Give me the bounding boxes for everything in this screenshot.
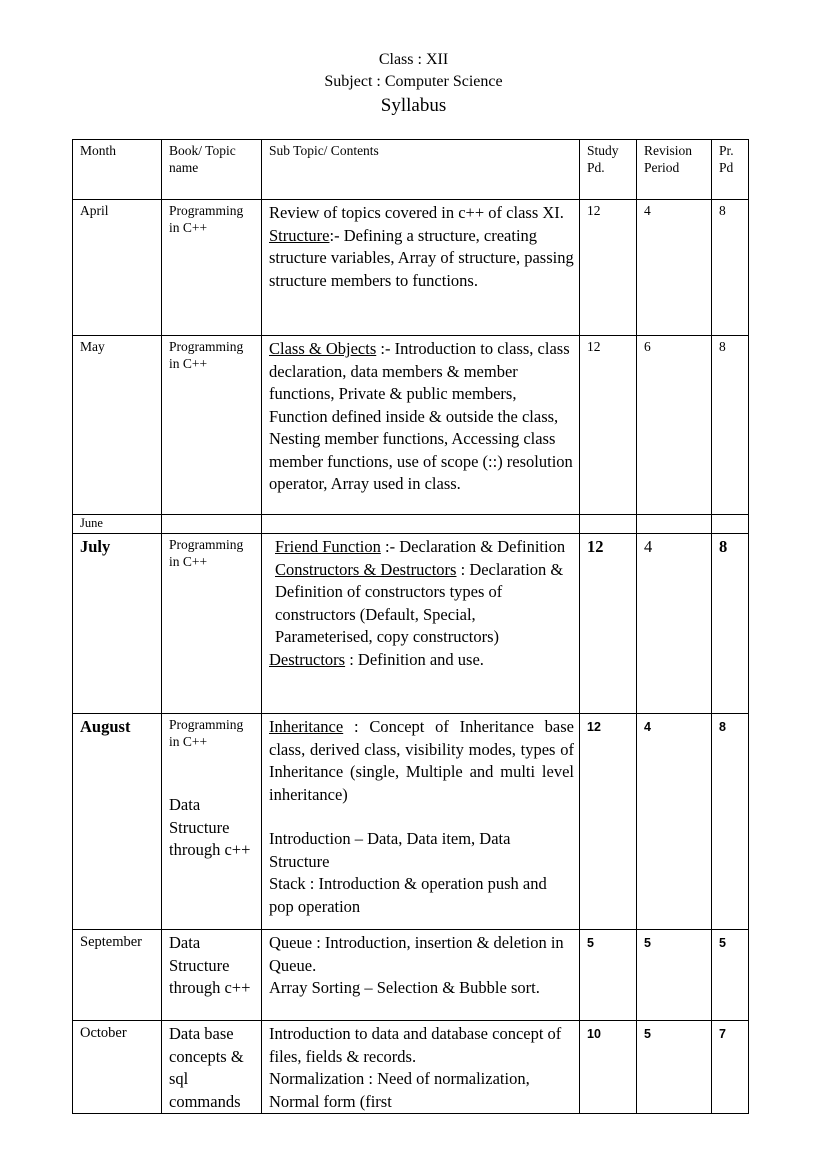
stack-text: Stack : Introduction & operation push and pop operation xyxy=(269,874,547,916)
revision-period-cell: 6 xyxy=(637,336,712,515)
study-period-cell: 12 xyxy=(580,200,637,336)
topic-label: Constructors & Destructors xyxy=(275,559,457,579)
subtopic-cell xyxy=(262,336,580,515)
topic-description: : Concept of Inheritance base class, derived class, visibility modes, types of Inheritance (single, Multiple and multi level inheritance) xyxy=(269,717,574,804)
syllabus-table xyxy=(72,139,749,1114)
book-cell: Data Structure through c++ xyxy=(162,930,262,1021)
review-text: Review of topics covered in c++ of class XI. xyxy=(269,203,564,222)
header-study-period: Study Pd. xyxy=(580,140,637,200)
study-period-cell: 12 xyxy=(580,534,637,714)
inheritance-text xyxy=(269,716,574,806)
month-cell: August xyxy=(73,714,162,930)
practical-period-cell: 5 xyxy=(712,930,749,1021)
class-heading: Class : XII xyxy=(378,51,449,68)
topic-label: Inheritance xyxy=(269,717,344,736)
revision-period-cell xyxy=(637,515,712,534)
topic-description: :- Declaration & Definition xyxy=(385,537,566,556)
table-row xyxy=(73,1021,749,1114)
subject-heading: Subject : Computer Science xyxy=(324,73,503,90)
spacer xyxy=(269,806,574,828)
practical-period-cell: 8 xyxy=(712,534,749,714)
study-period-cell: 12 xyxy=(580,336,637,515)
month-cell: October xyxy=(73,1021,162,1114)
header-subtopic: Sub Topic/ Contents xyxy=(262,140,580,200)
month-cell: April xyxy=(73,200,162,336)
practical-period-cell: 8 xyxy=(712,336,749,515)
month-cell: September xyxy=(73,930,162,1021)
month-cell: July xyxy=(73,534,162,714)
topic-description: : Definition and use. xyxy=(349,649,484,669)
table-row xyxy=(73,930,749,1021)
month-cell: June xyxy=(73,515,162,534)
constructors-text xyxy=(269,559,574,649)
book-name: Programming in C++ xyxy=(169,717,244,749)
practical-period-cell xyxy=(712,515,749,534)
topic-label: Friend Function xyxy=(275,537,381,556)
table-header-row xyxy=(73,140,749,200)
data-structure-text: Introduction – Data, Data item, Data Structure xyxy=(269,829,511,871)
spacer xyxy=(169,750,256,794)
table-row xyxy=(73,534,749,714)
book-cell xyxy=(162,515,262,534)
database-intro-text: Introduction to data and database concept of files, fields & records. xyxy=(269,1024,562,1066)
table-row xyxy=(73,336,749,515)
study-period-cell: 5 xyxy=(580,930,637,1021)
study-period-cell xyxy=(580,515,637,534)
subtopic-cell xyxy=(262,200,580,336)
topic-description: : Declaration & Definition of constructors types of constructors (Default, Special, Parameterised, copy constructors) xyxy=(275,559,564,646)
revision-period-cell: 5 xyxy=(637,930,712,1021)
queue-text: Queue : Introduction, insertion & deletion in Queue. xyxy=(269,933,564,975)
study-period-cell: 10 xyxy=(580,1021,637,1114)
destructors-text xyxy=(269,649,574,672)
header-book: Book/ Topic name xyxy=(162,140,262,200)
subtopic-cell xyxy=(262,930,580,1021)
subtopic-cell xyxy=(262,515,580,534)
structure-text xyxy=(269,225,574,293)
revision-period-cell: 5 xyxy=(637,1021,712,1114)
header-month: Month xyxy=(73,140,162,200)
table-row xyxy=(73,515,749,534)
practical-period-cell: 7 xyxy=(712,1021,749,1114)
sorting-text: Array Sorting – Selection & Bubble sort. xyxy=(269,978,540,997)
revision-period-cell: 4 xyxy=(637,534,712,714)
table-row xyxy=(73,714,749,930)
table-row xyxy=(73,200,749,336)
book-cell: Programming in C++ xyxy=(162,534,262,714)
topic-description: :- Introduction to class, class declaration, data members & member functions, Private & public members, Function defined inside & outside the class, Nesting member functions, Accessing class member functions, use of scope (::) resolution operator, Array used in class. xyxy=(269,339,573,493)
topic-label: Structure xyxy=(269,225,330,245)
header-practical-period: Pr. Pd xyxy=(712,140,749,200)
book-cell xyxy=(162,714,262,930)
subtopic-cell xyxy=(262,714,580,930)
practical-period-cell: 8 xyxy=(712,200,749,336)
subtopic-cell xyxy=(262,534,580,714)
revision-period-cell: 4 xyxy=(637,200,712,336)
book-cell: Programming in C++ xyxy=(162,200,262,336)
subtopic-cell xyxy=(262,1021,580,1114)
syllabus-heading: Syllabus xyxy=(380,95,447,116)
topic-description: :- Defining a structure, creating structure variables, Array of structure, passing structure members to functions. xyxy=(269,225,574,290)
book-cell: Data base concepts & sql commands xyxy=(162,1021,262,1114)
book-cell: Programming in C++ xyxy=(162,336,262,515)
normalization-text: Normalization : Need of normalization, Normal form (first xyxy=(269,1069,530,1111)
practical-period-cell: 8 xyxy=(712,714,749,930)
topic-label: Destructors xyxy=(269,649,346,669)
month-cell: May xyxy=(73,336,162,515)
revision-period-cell: 4 xyxy=(637,714,712,930)
topic-label: Class & Objects xyxy=(269,339,377,358)
study-period-cell: 12 xyxy=(580,714,637,930)
book-name: Data Structure through c++ xyxy=(169,795,251,859)
header-revision-period: Revision Period xyxy=(637,140,712,200)
friend-function-text xyxy=(269,536,574,559)
